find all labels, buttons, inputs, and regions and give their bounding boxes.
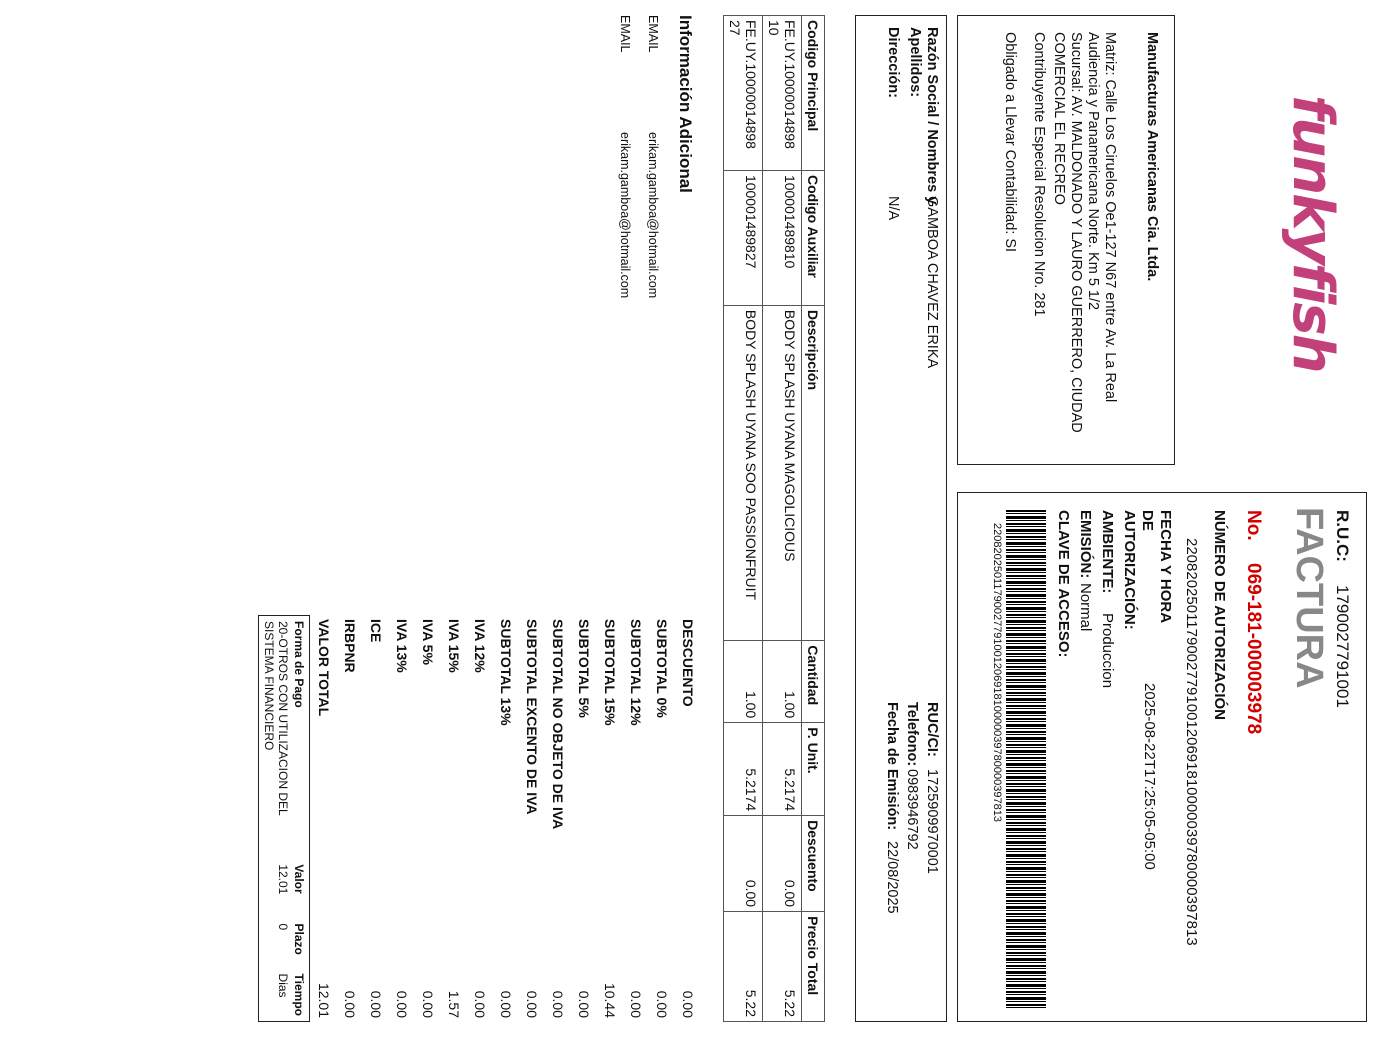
client-ruc-label: RUC/CI:	[924, 702, 940, 757]
client-date-value: 22/08/2025	[884, 841, 900, 914]
totals-row	[441, 615, 467, 1022]
totals-label: SUBTOTAL 13%	[498, 619, 514, 726]
totals-label: SUBTOTAL 5%	[576, 619, 592, 718]
totals-label: IVA 12%	[472, 619, 488, 673]
totals-value: 0.00	[420, 990, 436, 1018]
ambiente-label: AMBIENTE:	[1099, 510, 1116, 594]
totals-row	[363, 615, 389, 1022]
totals-row	[519, 615, 545, 1022]
cell-codigo-auxiliar: 100001489810	[763, 170, 802, 305]
cell-descuento: 0.00	[724, 816, 763, 912]
totals-label: ICE	[368, 619, 384, 643]
totals-value: 10.44	[602, 982, 618, 1018]
totals-row	[415, 615, 441, 1022]
totals-label: DESCUENTO	[680, 619, 696, 707]
cell-cantidad: 1.00	[724, 641, 763, 723]
items-header-row	[802, 16, 825, 1022]
company-contribuyente: Contribuyente Especial Resolucion Nro. 281	[1031, 32, 1047, 317]
payment-row	[261, 618, 291, 1019]
ruc-value: 1790027791001	[1333, 585, 1352, 708]
client-address-label: Dirección:	[885, 27, 901, 98]
totals-row	[311, 615, 337, 1022]
additional-email-value: erikam.gamboa@hotmail.com	[618, 132, 632, 299]
totals-row	[545, 615, 571, 1022]
totals-value: 0.00	[498, 990, 514, 1018]
invoice-title: FACTURA	[1288, 507, 1330, 689]
access-key-barcode	[1006, 510, 1046, 1010]
client-phone-value: 0983946792	[904, 769, 920, 850]
company-logo: funkyfish	[1280, 95, 1345, 372]
invoice-number: 069-181-000003978	[1243, 563, 1264, 735]
cell-codigo-principal: FE.UY.10000014898 27	[724, 16, 763, 171]
col-p-unit: P. Unit.	[802, 723, 825, 816]
totals-value: 0.00	[524, 990, 540, 1018]
client-ruc-value: 1725909970001	[924, 769, 940, 874]
cell-descuento: 0.00	[763, 816, 802, 912]
totals-row	[675, 615, 701, 1022]
col-cantidad: Cantidad	[802, 641, 825, 723]
totals-label: SUBTOTAL 15%	[602, 619, 618, 726]
additional-email-value: erikam.gamboa@hotmail.com	[646, 132, 660, 299]
client-phone-label: Telefono:	[904, 702, 920, 767]
additional-email-label: EMAIL	[618, 15, 632, 53]
col-codigo-auxiliar: Codigo Auxiliar	[802, 170, 825, 305]
totals-label: IRBPNR	[342, 619, 358, 673]
col-descripcion: Descripción	[802, 305, 825, 640]
totals-label: IVA 5%	[420, 619, 436, 665]
cell-codigo-principal: FE.UY.10000014898 10	[763, 16, 802, 171]
auth-date-label: FECHA Y HORA DE AUTORIZACIÓN:	[1121, 510, 1174, 630]
col-descuento: Descuento	[802, 816, 825, 912]
items-table	[723, 15, 825, 1022]
table-row	[724, 16, 763, 1022]
totals-row	[597, 615, 623, 1022]
payment-box	[258, 615, 310, 1022]
barcode-text: 2208202501179002779100120691810000039780000397813	[991, 523, 1003, 822]
totals-value: 0.00	[680, 990, 696, 1018]
payment-header-valor: Valor	[292, 864, 306, 894]
totals-value: 0.00	[394, 990, 410, 1018]
totals-label: SUBTOTAL EXCENTO DE IVA	[524, 619, 540, 815]
totals-label: SUBTOTAL NO OBJETO DE IVA	[550, 619, 566, 830]
client-info-box	[855, 15, 947, 1022]
totals-row	[649, 615, 675, 1022]
totals-value: 1.57	[446, 990, 462, 1018]
additional-email-label: EMAIL	[646, 15, 660, 53]
client-name-value: GAMBOA CHAVEZ ERIKA	[924, 196, 940, 369]
totals-value: 0.00	[654, 990, 670, 1018]
cell-cantidad: 1.00	[763, 641, 802, 723]
totals-label: SUBTOTAL 12%	[628, 619, 644, 726]
cell-codigo-auxiliar: 100001489827	[724, 170, 763, 305]
company-sucursal: Sucursal: AV. MALDONADO Y LAURO GUERRERO, CIUDAD COMERCIAL EL RECREO	[1051, 32, 1084, 433]
auth-number: 2208202501179002779100120691810000039780000397813	[1183, 538, 1200, 946]
col-precio-total: Precio Total	[802, 912, 825, 1022]
table-row	[763, 16, 802, 1022]
client-name-label: Razón Social / Nombres y Apellidos:	[907, 27, 940, 205]
payment-table	[261, 618, 307, 1019]
totals-value: 0.00	[342, 990, 358, 1018]
totals-row	[467, 615, 493, 1022]
totals-row	[389, 615, 415, 1022]
client-address-value: N/A	[885, 196, 901, 221]
payment-header-tiempo: Tiempo	[292, 973, 306, 1016]
payment-header-plazo: Plazo	[292, 923, 306, 955]
totals-value: 0.00	[472, 990, 488, 1018]
cell-p-unit: 5.2174	[763, 723, 802, 816]
cell-p-unit: 5.2174	[724, 723, 763, 816]
payment-tiempo-value: Dias	[276, 973, 290, 998]
payment-header-forma: Forma de Pago	[292, 621, 306, 708]
totals-table	[311, 615, 701, 1022]
ruc-label: R.U.C:	[1333, 510, 1352, 562]
payment-valor-value: 12.01	[276, 864, 290, 895]
client-date-label: Fecha de Emisión:	[884, 702, 900, 831]
totals-row	[493, 615, 519, 1022]
company-name: Manufacturas Americanas Cia. Ltda.	[1144, 32, 1160, 282]
totals-row	[337, 615, 363, 1022]
payment-plazo-value: 0	[276, 923, 290, 931]
cell-descripcion: BODY SPLASH UYANA SOO PASSIONFRUIT	[724, 305, 763, 640]
totals-label: VALOR TOTAL	[316, 619, 332, 717]
totals-label: IVA 15%	[446, 619, 462, 673]
totals-label: SUBTOTAL 0%	[654, 619, 670, 718]
totals-value: 0.00	[368, 990, 384, 1018]
payment-forma-value: 20-OTROS CON UTILIZACION DEL SISTEMA FINANCIERO	[262, 621, 290, 816]
totals-row	[571, 615, 597, 1022]
cell-precio-total: 5.22	[724, 912, 763, 1022]
totals-label: IVA 13%	[394, 619, 410, 673]
company-contabilidad: Obligado a Llevar Contabilidad: SI	[1002, 32, 1018, 253]
totals-value: 0.00	[550, 990, 566, 1018]
clave-label: CLAVE DE ACCESO:	[1055, 510, 1072, 658]
totals-value: 12.01	[316, 982, 332, 1018]
totals-value: 0.00	[628, 990, 644, 1018]
totals-value: 0.00	[576, 990, 592, 1018]
company-info-box	[957, 15, 1175, 465]
cell-descripcion: BODY SPLASH UYANA MAGOLICIOUS	[763, 305, 802, 640]
ambiente-value: Produccion	[1099, 613, 1116, 689]
additional-info-title: Información Adicional	[676, 15, 695, 193]
emision-value: Normal	[1077, 583, 1094, 632]
company-matriz: Matriz: Calle Los Ciruelos Oe1-127 N67 entre Av. La Real Audiencia y Panamericana Norte. Km 5 1/2	[1085, 32, 1118, 403]
col-codigo-principal: Codigo Principal	[802, 16, 825, 171]
cell-precio-total: 5.22	[763, 912, 802, 1022]
invoice-header-box	[957, 492, 1367, 1022]
invoice-no-label: No.	[1243, 510, 1264, 541]
emision-label: EMISIÓN:	[1077, 510, 1094, 579]
totals-row	[623, 615, 649, 1022]
auth-label: NÚMERO DE AUTORIZACIÓN	[1211, 510, 1228, 720]
auth-date-value: 2025-08-22T17:25:05-05:00	[1141, 683, 1158, 870]
